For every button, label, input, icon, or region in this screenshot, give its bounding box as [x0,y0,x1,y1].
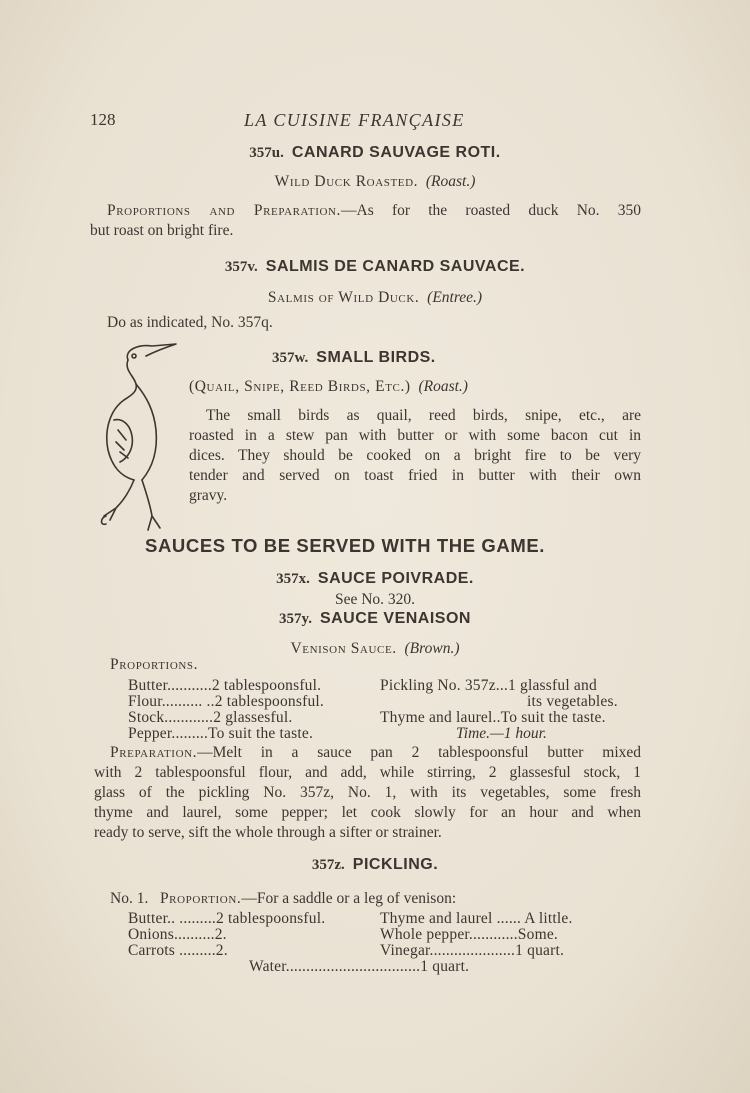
ingredient-line: Thyme and laurel..To suit the taste. [380,709,606,726]
recipe-title-357v [0,258,750,276]
ingredient-line: Carrots .........2. [128,942,228,959]
preparation-line3: glass of the pickling No. 357z, No. 1, with its vegetables, some fresh [94,784,641,801]
recipe-subtitle-357v [0,289,750,307]
ingredient-line: Flour.......... ..2 tablespoonsful. [128,693,325,710]
ingredient-line: Stock............2 glassesful. [128,709,293,726]
recipe-name: CANARD SAUVAGE ROTI. [291,144,501,161]
subtitle-text: (Quail, Snipe, Reed Birds, Etc.) [189,378,411,395]
recipe-kind: (Entree.) [427,289,483,306]
ingredient-line: Thyme and laurel ...... A little. [380,910,573,927]
preparation-line2: with 2 tablespoonsful flour, and add, while stirring, 2 glassesful stock, 1 [94,764,641,781]
paragraph-text: —As for the roasted duck No. 350 [341,202,642,219]
recipe-subtitle-357w [189,378,468,396]
recipe-kind: (Brown.) [404,640,460,657]
paragraph-357u-line2: but roast on bright fire. [90,222,234,239]
recipe-number: 357v. [224,259,258,275]
recipe-name: SALMIS DE CANARD SAUVACE. [265,258,526,275]
paragraph-357v: Do as indicated, No. 357q. [107,314,273,331]
item-number: No. 1. [110,890,149,907]
paragraph-357w-line1: The small birds as quail, reed birds, snipe, etc., are [206,407,641,424]
bird-illustration [94,340,180,534]
subtitle-text: Venison Sauce. [290,640,397,657]
ingredient-line: its vegetables. [527,693,618,710]
paragraph-357u-line1 [107,201,641,221]
recipe-number: 357w. [272,350,309,366]
section-label: Proportion. [159,890,242,907]
recipe-kind: (Roast.) [425,173,476,190]
recipe-title-357z [0,856,750,874]
section-label: Preparation. [110,744,198,761]
ingredient-line: Vinegar.....................1 quart. [380,942,565,959]
recipe-number: 357x. [276,571,310,587]
recipe-kind: (Roast.) [418,378,468,395]
proportions-label: Proportions. [110,656,199,673]
ingredient-line: Whole pepper............Some. [380,926,558,943]
ingredient-line: Pickling No. 357z...1 glassful and [380,677,597,694]
paragraph-357w-line3: dices. They should be cooked on a bright fire to be very [189,447,641,464]
recipe-reference-357x: See No. 320. [334,591,416,608]
recipe-name: PICKLING. [352,856,439,873]
ingredient-line: Onions..........2. [128,926,227,943]
ingredient-line: Pepper.........To suit the taste. [128,725,314,742]
page-number: 128 [90,110,116,129]
subtitle-text: Wild Duck Roasted. [274,173,419,190]
recipe-title-357w [272,349,436,367]
ingredient-line: Butter.. .........2 tablespoonsful. [128,910,326,927]
paragraph-357w-line4: tender and served on toast fried in butter with their own [189,467,641,484]
preparation-line5: ready to serve, sift the whole through a sifter or strainer. [94,824,442,841]
paragraph-357w-line2: roasted in a stew pan with butter or with some bacon cut in [189,427,641,444]
running-title: LA CUISINE FRANÇAISE [244,110,465,130]
recipe-number: 357u. [249,145,284,161]
section-heading-sauces: SAUCES TO BE SERVED WITH THE GAME. [145,535,546,556]
paragraph-357w-line5: gravy. [189,487,228,504]
recipe-subtitle-357u [0,173,750,191]
section-label: Proportions and Preparation. [107,202,342,219]
preparation-line4: thyme and laurel, some pepper; let cook slowly for an hour and when [94,804,641,821]
paragraph-text: —Melt in a sauce pan 2 tablespoonsful butter mixed [197,744,641,761]
ingredient-line-water: Water.................................1 quart. [249,958,470,975]
recipe-title-357y [0,610,750,628]
recipe-title-357x [0,570,750,588]
recipe-title-357u [0,144,750,162]
ingredient-line: Butter...........2 tablespoonsful. [128,677,322,694]
paragraph-text: —For a saddle or a leg of venison: [241,890,457,907]
recipe-name: SAUCE VENAISON [319,610,471,627]
subtitle-text: Salmis of Wild Duck. [267,289,420,306]
cooking-time: Time.—1 hour. [456,725,547,742]
recipe-number: 357y. [279,611,312,627]
recipe-number: 357z. [311,857,345,873]
preparation-line1 [110,743,641,763]
recipe-name: SMALL BIRDS. [316,349,436,366]
pickling-proportion [110,890,456,908]
recipe-name: SAUCE POIVRADE. [317,570,474,587]
